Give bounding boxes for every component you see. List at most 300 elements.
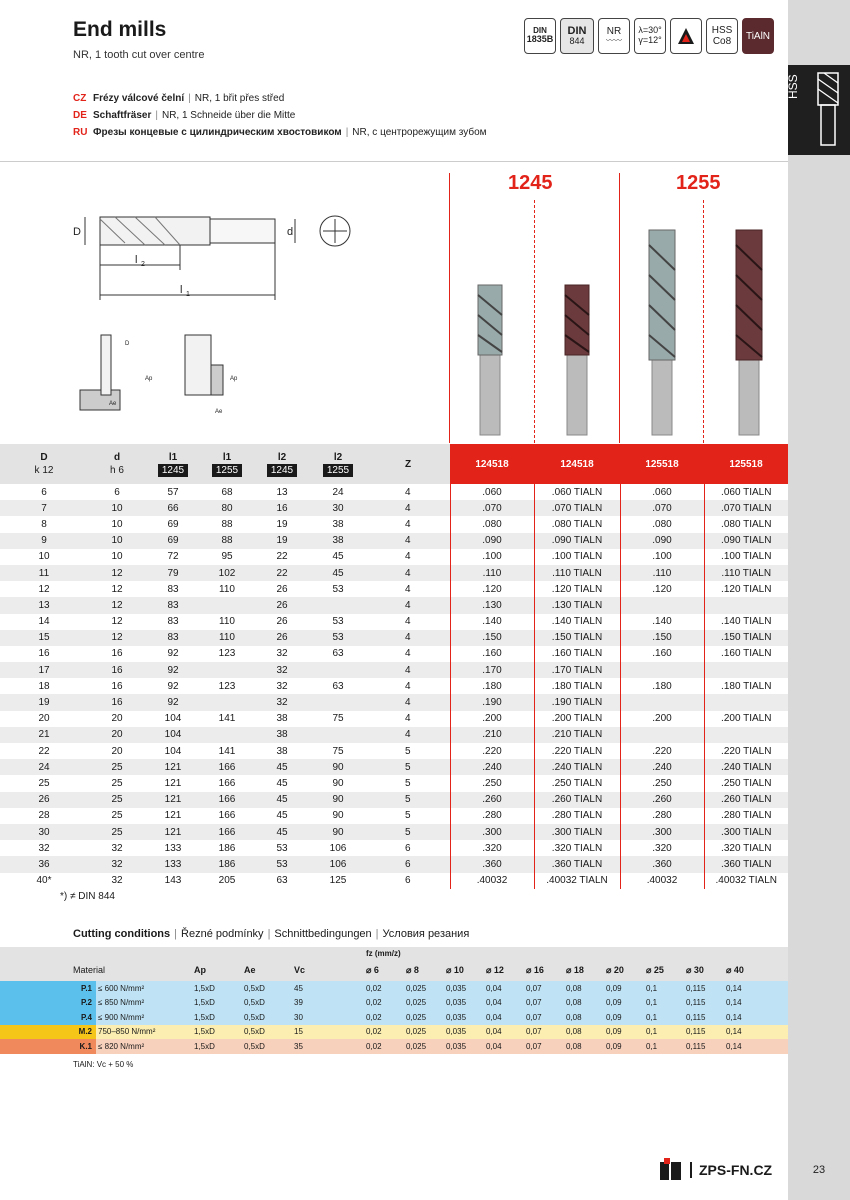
col-diameter: ⌀ 25 — [644, 959, 684, 981]
cutting-fz: 0,09 — [604, 981, 644, 996]
table-cell: 106 — [310, 856, 366, 872]
cutting-code: K.1 — [0, 1039, 96, 1054]
table-cell: .190 TIALN — [534, 694, 620, 710]
table-cell: 36 — [0, 856, 88, 872]
table-cell: .160 TIALN — [704, 646, 788, 662]
cutting-ae: 0,5xD — [242, 1010, 292, 1025]
table-cell: .300 TIALN — [534, 824, 620, 840]
table-cell — [704, 727, 788, 743]
table-cell: 63 — [332, 680, 344, 692]
table-cell: 66 — [146, 500, 200, 516]
table-cell: .260 TIALN — [534, 792, 620, 808]
group-line-1 — [449, 173, 450, 443]
col-code-3: 125518 — [620, 444, 704, 484]
table-cell: 53 — [276, 842, 288, 854]
cutting-spec: 750–850 N/mm² — [96, 1025, 192, 1040]
table-row — [0, 743, 788, 759]
page-subtitle: NR, 1 tooth cut over centre — [73, 49, 205, 61]
table-cell: 25 — [111, 777, 123, 789]
table-cell: .260 — [450, 792, 534, 808]
technical-drawing — [65, 205, 365, 420]
table-cell: 90 — [310, 824, 366, 840]
table-cell: .150 — [620, 630, 704, 646]
table-cell: 45 — [310, 565, 366, 581]
table-cell: 92 — [167, 680, 179, 692]
table-row — [0, 533, 788, 549]
cutting-fz: 0,035 — [444, 996, 484, 1011]
table-cell: .180 TIALN — [704, 678, 788, 694]
table-cell: 24 — [0, 759, 88, 775]
table-cell: 15 — [0, 630, 88, 646]
table-cell: .320 — [620, 840, 704, 856]
table-cell: 92 — [146, 662, 200, 678]
table-cell: 4 — [404, 518, 411, 530]
table-cell: 53 — [254, 856, 310, 872]
table-cell: 92 — [167, 648, 179, 660]
cutting-row — [0, 981, 788, 996]
table-cell: 4 — [366, 533, 450, 549]
table-cell: .160 — [620, 646, 704, 662]
col-l2-1255: l2 1255 — [310, 444, 366, 484]
col-ae: Ae — [242, 959, 292, 981]
table-cell: 22 — [276, 551, 288, 563]
table-cell: 32 — [276, 680, 288, 692]
badge-row — [524, 18, 774, 54]
table-cell: .250 — [620, 775, 704, 791]
col-diameter: ⌀ 10 — [444, 959, 484, 981]
table-cell: .300 TIALN — [704, 824, 788, 840]
table-cell: .150 — [450, 630, 534, 646]
cutting-fz: 0,14 — [724, 1025, 788, 1040]
table-cell: 30 — [0, 824, 88, 840]
table-cell: .070 TIALN — [704, 500, 788, 516]
cutting-fz: 0,1 — [644, 1010, 684, 1025]
table-cell: .090 — [620, 533, 704, 549]
table-cell — [310, 727, 366, 743]
table-cell: 4 — [366, 727, 450, 743]
table-cell: 57 — [167, 486, 179, 498]
table-cell: 16 — [88, 694, 146, 710]
table-cell: .250 — [450, 775, 534, 791]
cutting-fz: 0,04 — [484, 996, 524, 1011]
table-cell: 9 — [0, 533, 88, 549]
table-cell: 53 — [332, 583, 344, 595]
table-cell: 38 — [276, 713, 288, 725]
table-cell: 123 — [218, 680, 236, 692]
table-cell: 11 — [0, 565, 88, 581]
table-cell: .090 — [450, 533, 534, 549]
end-mill-icon — [814, 71, 844, 149]
table-cell: 125 — [329, 875, 347, 887]
table-cell: 4 — [404, 648, 411, 660]
table-cell: 21 — [0, 727, 88, 743]
table-cell: 20 — [111, 745, 123, 757]
col-vc: Vc — [292, 959, 364, 981]
table-cell: 19 — [254, 533, 310, 549]
table-cell: 110 — [219, 583, 235, 595]
table-cell: 104 — [164, 745, 182, 757]
table-cell: 26 — [276, 583, 288, 595]
table-cell: 186 — [200, 856, 254, 872]
table-cell: 26 — [276, 616, 288, 628]
table-cell: 53 — [310, 630, 366, 646]
cutting-title: Cutting conditions | Řezné podmínky | Schnittbedingungen | Условия резания — [73, 928, 470, 940]
table-cell: 25 — [88, 792, 146, 808]
table-cell — [620, 727, 704, 743]
col-diameter: ⌀ 6 — [364, 959, 404, 981]
table-cell: 6 — [404, 875, 411, 887]
col-l1-1245: l1 1245 — [146, 444, 200, 484]
cutting-fz: 0,08 — [564, 1025, 604, 1040]
table-cell: .240 TIALN — [704, 759, 788, 775]
table-cell: 10 — [88, 500, 146, 516]
table-cell: 205 — [218, 875, 236, 887]
group-dash-1 — [534, 200, 535, 443]
table-cell: 16 — [38, 648, 50, 660]
col-diameter: ⌀ 16 — [524, 959, 564, 981]
cutting-fz: 0,02 — [364, 1025, 404, 1040]
table-cell: .40032 — [450, 873, 534, 889]
group-1245-title: 1245 — [508, 172, 553, 194]
table-row — [0, 694, 788, 710]
table-cell: 45 — [276, 810, 288, 822]
table-cell: 90 — [310, 792, 366, 808]
table-cell: 10 — [38, 551, 50, 563]
table-cell: 12 — [88, 565, 146, 581]
group-dash-2 — [703, 200, 704, 443]
col-d: d h 6 — [88, 444, 146, 484]
cutting-fz: 0,07 — [524, 1025, 564, 1040]
table-cell: .100 — [620, 549, 704, 565]
cutting-spec: ≤ 600 N/mm² — [96, 981, 192, 996]
cutting-vc: 30 — [292, 1010, 364, 1025]
dim-ae-1: Ae — [109, 401, 117, 407]
table-cell: .320 TIALN — [704, 840, 788, 856]
table-cell: .100 — [450, 549, 534, 565]
cutting-fz: 0,09 — [604, 1010, 644, 1025]
table-cell: 106 — [329, 842, 347, 854]
table-cell: 83 — [146, 630, 200, 646]
table-cell: 104 — [164, 713, 182, 725]
cutting-fz: 0,035 — [444, 1025, 484, 1040]
table-cell: .260 TIALN — [704, 792, 788, 808]
table-cell: 95 — [221, 551, 233, 563]
hss-badge: HSS Co8 — [706, 18, 738, 54]
table-cell: .360 TIALN — [704, 856, 788, 872]
cutting-fz: 0,14 — [724, 1039, 788, 1054]
table-cell: 25 — [111, 810, 123, 822]
cutting-fz: 0,08 — [564, 1010, 604, 1025]
table-cell: 75 — [332, 745, 344, 757]
table-row — [0, 792, 788, 808]
table-cell: .080 TIALN — [704, 516, 788, 532]
table-cell: 92 — [146, 694, 200, 710]
cutting-fz: 0,04 — [484, 981, 524, 996]
table-cell: 4 — [366, 662, 450, 678]
table-row — [0, 500, 788, 516]
group-line-2 — [619, 173, 620, 443]
table-cell: .300 — [450, 824, 534, 840]
cutting-fz: 0,14 — [724, 996, 788, 1011]
table-cell: 45 — [254, 792, 310, 808]
cutting-fz: 0,115 — [684, 1010, 724, 1025]
cutting-ae: 0,5xD — [242, 981, 292, 996]
table-cell: 13 — [276, 486, 288, 498]
table-cell: .360 — [620, 856, 704, 872]
footnote: *) ≠ DIN 844 — [60, 891, 115, 902]
cutting-vc: 45 — [292, 981, 364, 996]
table-cell: 5 — [404, 777, 411, 789]
cutting-fz: 0,09 — [604, 1039, 644, 1054]
table-row — [0, 662, 788, 678]
table-cell: 6 — [404, 842, 411, 854]
table-cell: .140 — [450, 614, 534, 630]
brand-logo — [658, 1158, 772, 1182]
table-row — [0, 824, 788, 840]
cutting-row — [0, 996, 788, 1011]
cutting-spec: ≤ 820 N/mm² — [96, 1039, 192, 1054]
table-cell — [704, 694, 788, 710]
cutting-spec: ≤ 850 N/mm² — [96, 996, 192, 1011]
table-cell: 4 — [404, 680, 411, 692]
table-cell: .200 — [620, 711, 704, 727]
table-cell: 10 — [88, 533, 146, 549]
cutting-vc: 35 — [292, 1039, 364, 1054]
table-cell: .180 — [450, 678, 534, 694]
dimensions-table — [0, 444, 788, 889]
dim-ap-1: Ap — [145, 376, 153, 382]
table-cell: 4 — [404, 583, 411, 595]
table-row — [0, 678, 788, 694]
table-cell: .130 — [450, 597, 534, 613]
cutting-fz: 0,04 — [484, 1025, 524, 1040]
translation-ru: RU Фрезы концевые с цилиндрическим хвостовиком | NR, с центрорежущим зубом — [73, 127, 487, 138]
table-cell: 25 — [88, 824, 146, 840]
table-cell: 104 — [146, 727, 200, 743]
table-cell: 141 — [218, 745, 236, 757]
table-cell: 12 — [38, 583, 50, 595]
table-cell: 4 — [366, 597, 450, 613]
table-cell: 38 — [254, 727, 310, 743]
din1835-badge: DIN 1835B — [524, 18, 556, 54]
cutting-row — [0, 1039, 788, 1054]
table-cell — [620, 597, 704, 613]
cutting-ae: 0,5xD — [242, 996, 292, 1011]
table-cell: .140 TIALN — [534, 614, 620, 630]
cutting-ap: 1,5xD — [192, 981, 242, 996]
table-cell: .150 TIALN — [704, 630, 788, 646]
table-row — [0, 775, 788, 791]
table-cell: 32 — [38, 842, 50, 854]
table-cell: 121 — [146, 792, 200, 808]
table-cell: 69 — [167, 518, 179, 530]
table-cell: 72 — [167, 551, 179, 563]
table-cell: 32 — [111, 842, 123, 854]
table-cell: 121 — [146, 759, 200, 775]
table-cell: .150 TIALN — [534, 630, 620, 646]
table-cell: 16 — [88, 662, 146, 678]
table-cell: .260 — [620, 792, 704, 808]
cutting-fz: 0,115 — [684, 996, 724, 1011]
cutting-fz: 0,07 — [524, 981, 564, 996]
table-row — [0, 856, 788, 872]
table-row — [0, 873, 788, 889]
table-row — [0, 727, 788, 743]
cutting-vc: 15 — [292, 1025, 364, 1040]
table-cell: .140 TIALN — [704, 614, 788, 630]
col-ap: Ap — [192, 959, 242, 981]
table-row — [0, 614, 788, 630]
lang-name: Schaftfräser — [93, 110, 152, 121]
table-cell: 88 — [200, 533, 254, 549]
table-cell: 40* — [36, 875, 52, 887]
table-header — [0, 444, 788, 484]
table-cell: 75 — [332, 713, 344, 725]
table-cell: .110 TIALN — [704, 565, 788, 581]
dim-ae-2: Ae — [215, 409, 223, 415]
dim-l1-sub: 1 — [186, 291, 190, 298]
translation-cz: CZ Frézy válcové čelní | NR, 1 břit přes střed — [73, 93, 285, 104]
table-cell: .160 TIALN — [534, 646, 620, 662]
group-1255-title: 1255 — [676, 172, 721, 194]
cutting-fz: 0,035 — [444, 981, 484, 996]
table-cell: 12 — [88, 597, 146, 613]
table-cell: 10 — [111, 518, 123, 530]
table-cell: .40032 — [620, 873, 704, 889]
table-cell: 26 — [254, 630, 310, 646]
table-cell: .070 TIALN — [534, 500, 620, 516]
table-cell: 4 — [404, 551, 411, 563]
table-cell: .280 — [620, 808, 704, 824]
cutting-fz: 0,02 — [364, 1039, 404, 1054]
cutting-fz: 0,02 — [364, 996, 404, 1011]
cutting-fz: 0,1 — [644, 996, 684, 1011]
cutting-fz: 0,025 — [404, 996, 444, 1011]
nr-badge: NR 〰〰 — [598, 18, 630, 54]
col-code-2: 124518 — [534, 444, 620, 484]
table-cell: 110 — [219, 616, 235, 628]
table-cell — [620, 694, 704, 710]
dim-d: d — [287, 226, 294, 238]
table-cell: .220 TIALN — [704, 743, 788, 759]
cutting-code: M.2 — [0, 1025, 96, 1040]
cutting-ap: 1,5xD — [192, 1010, 242, 1025]
table-cell: 32 — [111, 875, 123, 887]
table-cell: 32 — [88, 856, 146, 872]
table-cell: 79 — [146, 565, 200, 581]
col-D: D k 12 — [0, 444, 88, 484]
table-cell: .120 — [450, 581, 534, 597]
table-cell: 68 — [221, 486, 233, 498]
table-cell: 90 — [332, 777, 344, 789]
cutting-header — [0, 959, 788, 981]
table-cell: 88 — [221, 518, 233, 530]
table-cell: 26 — [254, 597, 310, 613]
dim-l2-sub: 2 — [141, 261, 145, 268]
table-cell — [200, 694, 254, 710]
table-cell: .240 TIALN — [534, 759, 620, 775]
page-title: End mills — [73, 18, 167, 41]
cutting-fz: 0,14 — [724, 1010, 788, 1025]
table-row — [0, 581, 788, 597]
table-cell: 80 — [200, 500, 254, 516]
table-cell: 32 — [276, 648, 288, 660]
table-cell: .090 TIALN — [534, 533, 620, 549]
table-cell: .060 — [450, 484, 534, 500]
table-cell: 133 — [164, 842, 182, 854]
table-cell: 102 — [200, 565, 254, 581]
table-cell: 28 — [38, 810, 50, 822]
cutting-fz: 0,04 — [484, 1010, 524, 1025]
table-cell: 63 — [276, 875, 288, 887]
tool-125518-bright — [640, 225, 684, 440]
table-cell: 14 — [38, 616, 50, 628]
col-diameter: ⌀ 20 — [604, 959, 644, 981]
table-cell: .120 TIALN — [534, 581, 620, 597]
table-cell: .40032 TIALN — [534, 873, 620, 889]
cutting-ap: 1,5xD — [192, 996, 242, 1011]
table-cell — [200, 727, 254, 743]
table-cell: 16 — [254, 500, 310, 516]
table-cell: 4 — [404, 486, 411, 498]
cutting-code: P.2 — [0, 996, 96, 1011]
table-cell: 4 — [366, 694, 450, 710]
table-cell: 12 — [88, 630, 146, 646]
table-cell: .060 TIALN — [704, 484, 788, 500]
table-cell: 38 — [332, 518, 344, 530]
cutting-vc: 39 — [292, 996, 364, 1011]
table-cell: 5 — [366, 759, 450, 775]
table-cell: 16 — [111, 680, 123, 692]
lang-code: DE — [73, 110, 87, 121]
table-cell: .060 TIALN — [534, 484, 620, 500]
table-cell: .280 — [450, 808, 534, 824]
table-cell: 166 — [200, 824, 254, 840]
cutting-row — [0, 1010, 788, 1025]
table-cell: .220 TIALN — [534, 743, 620, 759]
table-cell: 5 — [366, 792, 450, 808]
col-diameter: ⌀ 18 — [564, 959, 604, 981]
cutting-fz: 0,035 — [444, 1010, 484, 1025]
col-code-4: 125518 — [704, 444, 788, 484]
col-material: Material — [0, 959, 192, 981]
table-cell: 4 — [366, 565, 450, 581]
cutting-code: P.4 — [0, 1010, 96, 1025]
table-cell: .320 TIALN — [534, 840, 620, 856]
table-cell: .060 — [620, 484, 704, 500]
col-diameter: ⌀ 12 — [484, 959, 524, 981]
table-cell: .120 — [620, 581, 704, 597]
table-cell: .160 — [450, 646, 534, 662]
table-cell — [200, 597, 254, 613]
dim-l1: l — [180, 284, 183, 296]
cutting-fz: 0,08 — [564, 1039, 604, 1054]
cutting-fz: 0,115 — [684, 1039, 724, 1054]
lang-name: Фрезы концевые с цилиндрическим хвостовиком — [93, 127, 342, 138]
tool-124518-tialn — [557, 280, 597, 440]
table-cell — [704, 597, 788, 613]
col-diameter: ⌀ 8 — [404, 959, 444, 981]
table-cell: .120 TIALN — [704, 581, 788, 597]
cutting-ae: 0,5xD — [242, 1039, 292, 1054]
table-row — [0, 646, 788, 662]
table-cell: 45 — [276, 777, 288, 789]
table-cell: 25 — [38, 777, 50, 789]
angle-badge: λ=30° γ=12° — [634, 18, 666, 54]
table-cell: 38 — [276, 745, 288, 757]
table-cell: 5 — [404, 745, 411, 757]
col-z: Z — [366, 444, 450, 484]
